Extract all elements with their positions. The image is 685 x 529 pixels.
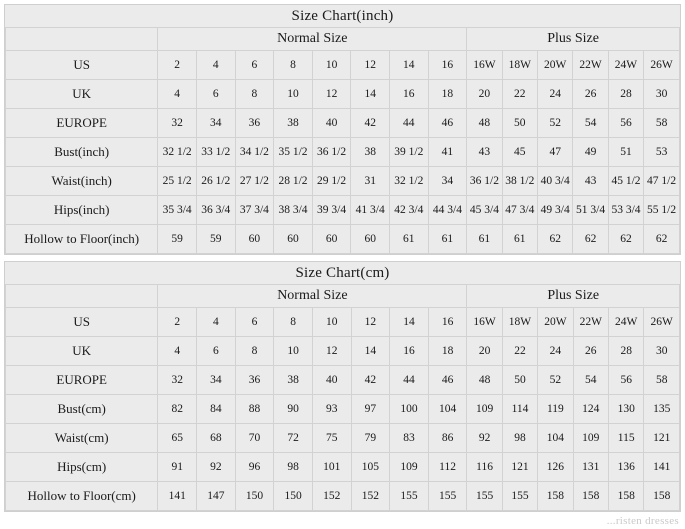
table-row [6,51,680,80]
size-header-cell: 26W [644,308,680,337]
measurement-cell: 58 [644,109,680,138]
measurement-cell: 72 [274,424,313,453]
measurement-cell: 79 [351,424,390,453]
measurement-cell: 75 [312,424,351,453]
measurement-cell: 40 [312,109,351,138]
row-label: UK [6,80,158,109]
measurement-cell: 38 [274,366,313,395]
measurement-cell: 155 [467,482,502,511]
measurement-cell: 115 [609,424,644,453]
measurement-cell: 37 3/4 [235,196,274,225]
measurement-cell: 46 [428,109,467,138]
measurement-cell: 109 [390,453,429,482]
measurement-cell: 59 [158,225,197,254]
measurement-cell: 36 [235,109,274,138]
table-row [6,482,680,511]
measurement-cell: 70 [235,424,274,453]
measurement-cell: 155 [428,482,467,511]
size-header-cell: 22 [502,337,537,366]
row-label: Hollow to Floor(cm) [6,482,158,511]
size-header-cell: 16 [390,337,429,366]
measurement-cell: 91 [158,453,197,482]
size-header-cell: 16 [428,51,467,80]
table-row [6,167,680,196]
measurement-cell: 158 [573,482,608,511]
measurement-cell: 52 [538,109,573,138]
chart-group-row [6,285,680,308]
measurement-cell: 38 3/4 [274,196,313,225]
size-header-cell: 4 [197,308,236,337]
measurement-cell: 104 [538,424,573,453]
measurement-cell: 38 [274,109,313,138]
measurement-cell: 34 1/2 [235,138,274,167]
size-chart-table [5,262,680,511]
size-header-cell: 4 [158,337,197,366]
measurement-cell: 62 [608,225,643,254]
measurement-cell: 98 [502,424,537,453]
size-header-cell: 20W [538,308,573,337]
measurement-cell: 98 [274,453,313,482]
measurement-cell: 82 [158,395,197,424]
measurement-cell: 88 [235,395,274,424]
size-chart-inch [4,4,681,255]
size-header-cell: 10 [312,308,351,337]
row-label: US [6,51,158,80]
measurement-cell: 31 [351,167,390,196]
measurement-cell: 61 [428,225,467,254]
measurement-cell: 121 [644,424,680,453]
measurement-cell: 84 [197,395,236,424]
measurement-cell: 35 3/4 [158,196,197,225]
measurement-cell: 47 1/2 [644,167,680,196]
measurement-cell: 40 3/4 [538,167,573,196]
measurement-cell: 32 1/2 [390,167,429,196]
size-header-cell: 14 [390,308,429,337]
size-header-cell: 20W [538,51,573,80]
size-chart-cm [4,261,681,512]
measurement-cell: 56 [608,109,643,138]
measurement-cell: 59 [196,225,235,254]
size-header-cell: 24 [538,80,573,109]
row-label: UK [6,337,158,366]
measurement-cell: 44 [390,109,429,138]
measurement-cell: 36 [235,366,274,395]
measurement-cell: 51 [608,138,643,167]
measurement-cell: 60 [235,225,274,254]
measurement-cell: 28 1/2 [274,167,313,196]
size-header-cell: 8 [274,51,313,80]
measurement-cell: 34 [197,366,236,395]
size-header-cell: 26 [573,80,608,109]
measurement-cell: 96 [235,453,274,482]
measurement-cell: 42 [351,366,390,395]
size-header-cell: 4 [158,80,197,109]
measurement-cell: 34 [428,167,467,196]
row-label: Bust(inch) [6,138,158,167]
measurement-cell: 60 [351,225,390,254]
size-header-cell: 2 [158,51,197,80]
measurement-cell: 126 [538,453,573,482]
measurement-cell: 62 [644,225,680,254]
table-row [6,337,680,366]
table-row [6,138,680,167]
measurement-cell: 90 [274,395,313,424]
size-header-cell: 28 [608,80,643,109]
size-header-cell: 18W [502,51,537,80]
measurement-cell: 147 [197,482,236,511]
size-header-cell: 6 [196,80,235,109]
measurement-cell: 45 3/4 [467,196,502,225]
measurement-cell: 41 [428,138,467,167]
measurement-cell: 54 [573,366,608,395]
size-header-cell: 22W [573,51,608,80]
measurement-cell: 35 1/2 [274,138,313,167]
chart-group-row [6,28,680,51]
measurement-cell: 43 [573,167,608,196]
size-header-cell: 2 [158,308,197,337]
size-header-cell: 12 [312,80,351,109]
measurement-cell: 141 [158,482,197,511]
size-header-cell: 22W [573,308,608,337]
measurement-cell: 33 1/2 [196,138,235,167]
measurement-cell: 45 [502,138,537,167]
chart-title: Size Chart(inch) [6,5,680,28]
size-header-cell: 6 [235,308,274,337]
measurement-cell: 155 [390,482,429,511]
measurement-cell: 42 [351,109,390,138]
measurement-cell: 54 [573,109,608,138]
measurement-cell: 135 [644,395,680,424]
size-header-cell: 10 [274,80,313,109]
row-label: Hips(cm) [6,453,158,482]
table-row [6,366,680,395]
row-label: EUROPE [6,366,158,395]
measurement-cell: 49 3/4 [538,196,573,225]
size-group-header: Plus Size [467,285,680,308]
table-row [6,395,680,424]
size-header-cell: 6 [197,337,236,366]
row-label: Hips(inch) [6,196,158,225]
size-header-cell: 6 [235,51,274,80]
measurement-cell: 38 1/2 [502,167,537,196]
size-header-cell: 20 [467,337,502,366]
size-header-cell: 16 [390,80,429,109]
measurement-cell: 62 [573,225,608,254]
size-header-cell: 12 [312,337,351,366]
row-label: Hollow to Floor(inch) [6,225,158,254]
measurement-cell: 47 3/4 [502,196,537,225]
measurement-cell: 61 [390,225,429,254]
measurement-cell: 97 [351,395,390,424]
measurement-cell: 141 [644,453,680,482]
size-header-cell: 10 [274,337,313,366]
measurement-cell: 44 3/4 [428,196,467,225]
measurement-cell: 58 [644,366,680,395]
table-row [6,225,680,254]
measurement-cell: 36 1/2 [312,138,351,167]
corner-cell [6,28,158,51]
measurement-cell: 34 [196,109,235,138]
measurement-cell: 38 [351,138,390,167]
measurement-cell: 105 [351,453,390,482]
row-label: EUROPE [6,109,158,138]
size-header-cell: 26W [644,51,680,80]
measurement-cell: 41 3/4 [351,196,390,225]
measurement-cell: 101 [312,453,351,482]
measurement-cell: 92 [197,453,236,482]
measurement-cell: 43 [467,138,502,167]
size-header-cell: 10 [312,51,351,80]
size-header-cell: 14 [351,80,390,109]
measurement-cell: 112 [428,453,467,482]
measurement-cell: 60 [274,225,313,254]
size-header-cell: 30 [644,337,680,366]
corner-cell [6,285,158,308]
size-header-cell: 4 [196,51,235,80]
measurement-cell: 131 [573,453,608,482]
size-header-cell: 18 [428,80,467,109]
measurement-cell: 150 [235,482,274,511]
measurement-cell: 48 [467,109,502,138]
size-header-cell: 14 [351,337,390,366]
size-header-cell: 20 [467,80,502,109]
table-row [6,308,680,337]
measurement-cell: 53 [644,138,680,167]
measurement-cell: 65 [158,424,197,453]
measurement-cell: 158 [644,482,680,511]
measurement-cell: 62 [538,225,573,254]
size-group-header: Normal Size [158,285,467,308]
measurement-cell: 48 [467,366,502,395]
measurement-cell: 47 [538,138,573,167]
measurement-cell: 109 [467,395,502,424]
size-header-cell: 8 [235,80,274,109]
measurement-cell: 61 [467,225,502,254]
size-group-header: Plus Size [467,28,680,51]
measurement-cell: 119 [538,395,573,424]
size-header-cell: 16 [428,308,467,337]
size-header-cell: 14 [390,51,429,80]
measurement-cell: 45 1/2 [608,167,643,196]
watermark-text: ...risten dresses [606,515,679,527]
measurement-cell: 32 [158,109,197,138]
size-header-cell: 18W [502,308,537,337]
chart-title-row [6,262,680,285]
size-header-cell: 18 [428,337,467,366]
measurement-cell: 39 1/2 [390,138,429,167]
measurement-cell: 136 [609,453,644,482]
measurement-cell: 27 1/2 [235,167,274,196]
measurement-cell: 158 [609,482,644,511]
measurement-cell: 93 [312,395,351,424]
size-chart-table [5,5,680,254]
measurement-cell: 109 [573,424,608,453]
measurement-cell: 44 [390,366,429,395]
measurement-cell: 32 1/2 [158,138,197,167]
measurement-cell: 124 [573,395,608,424]
measurement-cell: 40 [312,366,351,395]
measurement-cell: 51 3/4 [573,196,608,225]
row-label: US [6,308,158,337]
size-header-cell: 16W [467,308,502,337]
size-header-cell: 8 [235,337,274,366]
table-row [6,424,680,453]
measurement-cell: 55 1/2 [644,196,680,225]
row-label: Waist(inch) [6,167,158,196]
measurement-cell: 46 [428,366,467,395]
measurement-cell: 29 1/2 [312,167,351,196]
measurement-cell: 152 [351,482,390,511]
measurement-cell: 42 3/4 [390,196,429,225]
chart-title: Size Chart(cm) [6,262,680,285]
measurement-cell: 152 [312,482,351,511]
measurement-cell: 39 3/4 [312,196,351,225]
size-header-cell: 26 [573,337,608,366]
measurement-cell: 86 [428,424,467,453]
measurement-cell: 36 3/4 [196,196,235,225]
table-row [6,109,680,138]
measurement-cell: 50 [502,366,537,395]
measurement-cell: 83 [390,424,429,453]
measurement-cell: 25 1/2 [158,167,197,196]
row-label: Waist(cm) [6,424,158,453]
table-row [6,80,680,109]
measurement-cell: 114 [502,395,537,424]
measurement-cell: 92 [467,424,502,453]
measurement-cell: 61 [502,225,537,254]
size-header-cell: 16W [467,51,502,80]
measurement-cell: 155 [502,482,537,511]
table-row [6,453,680,482]
charts-container [4,4,681,512]
measurement-cell: 121 [502,453,537,482]
measurement-cell: 130 [609,395,644,424]
measurement-cell: 158 [538,482,573,511]
size-header-cell: 22 [502,80,537,109]
measurement-cell: 150 [274,482,313,511]
size-header-cell: 12 [351,308,390,337]
measurement-cell: 32 [158,366,197,395]
measurement-cell: 50 [502,109,537,138]
size-header-cell: 30 [644,80,680,109]
row-label: Bust(cm) [6,395,158,424]
size-header-cell: 8 [274,308,313,337]
measurement-cell: 26 1/2 [196,167,235,196]
size-header-cell: 24W [609,308,644,337]
measurement-cell: 49 [573,138,608,167]
measurement-cell: 53 3/4 [608,196,643,225]
size-header-cell: 28 [609,337,644,366]
size-header-cell: 24 [538,337,573,366]
measurement-cell: 104 [428,395,467,424]
size-header-cell: 12 [351,51,390,80]
measurement-cell: 68 [197,424,236,453]
size-header-cell: 24W [608,51,643,80]
table-row [6,196,680,225]
measurement-cell: 36 1/2 [467,167,502,196]
measurement-cell: 52 [538,366,573,395]
measurement-cell: 100 [390,395,429,424]
measurement-cell: 60 [312,225,351,254]
measurement-cell: 56 [609,366,644,395]
chart-title-row [6,5,680,28]
measurement-cell: 116 [467,453,502,482]
size-group-header: Normal Size [158,28,467,51]
